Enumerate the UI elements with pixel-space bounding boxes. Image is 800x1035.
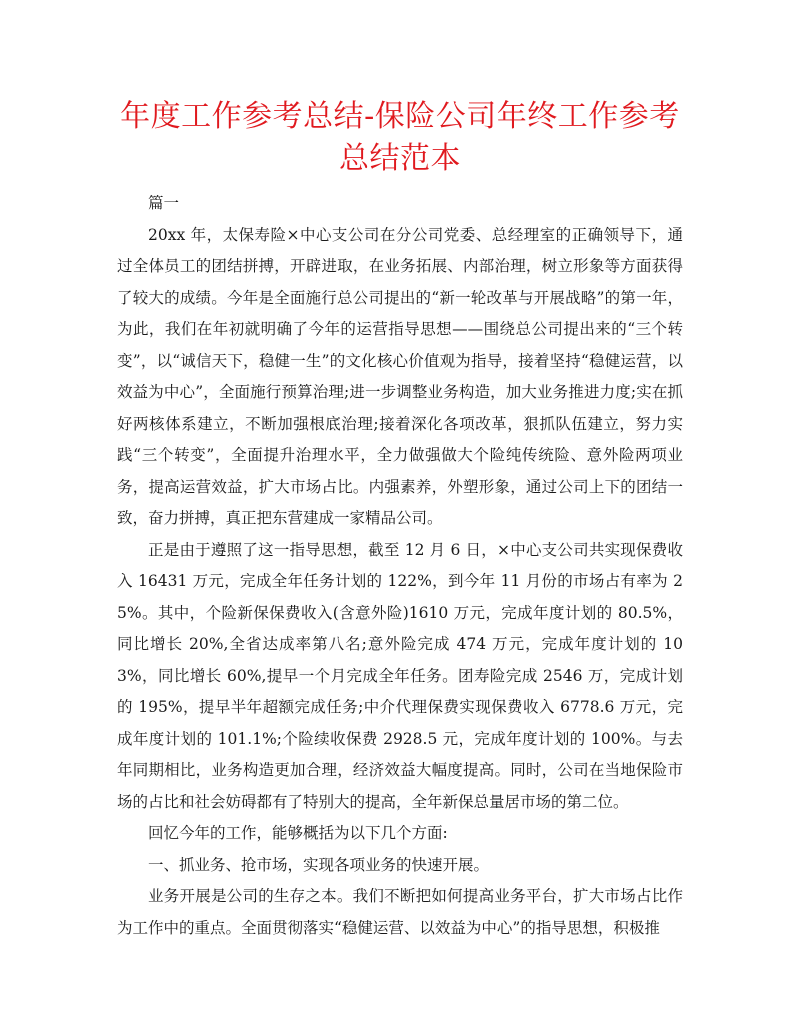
body-paragraph: 回忆今年的工作，能够概括为以下几个方面: <box>148 824 448 842</box>
body-paragraph: 正是由于遵照了这一指导思想，截至 12 月 6 日，×中心支公司共实现保费收入 16431 万元，完成全年任务计划的 122%，到今年 11 月份的市场占有率为 25%。其中，个险新保保费收入(含意外险)1610 万元，完成年度计划的 80.5%，同比增长 20%,全省达成率第八名;意外险完成 474 万元，完成年度计划的 103%，同比增长 60%,提早一个月完成全年任务。团寿险完成 2546 万，完成计划的 195%，提早半年超额完成任务;中介代理保费实现保费收入 6778.6 万元，完成年度计划的 101.1%;个险续收保费 2928.5 元，完成年度计划的 100%。与去年同期相比，业务构造更加合理，经济效益大幅度提高。同时，公司在当地保险市场的占比和社会妨碍都有了特别大的提高，全年新保总量居市场的第二位。 <box>117 540 683 811</box>
body-paragraph: 20xx 年，太保寿险×中心支公司在分公司党委、总经理室的正确领导下，通过全体员工的团结拼搏，开辟进取，在业务拓展、内部治理，树立形象等方面获得了较大的成绩。今年是全面施行总公司提出的“新一轮改革与开展战略”的第一年，为此，我们在年初就明确了今年的运营指导思想——围绕总公司提出来的“三个转变”，以“诚信天下，稳健一生”的文化核心价值观为指导，接着坚持“稳健运营，以效益为中心”，全面施行预算治理;进一步调整业务构造，加大业务推进力度;实在抓好两核体系建立，不断加强根底治理;接着深化各项改革，狠抓队伍建立，努力实践“三个转变”，全面提升治理水平，全力做强做大个险纯传统险、意外险两项业务，提高运营效益，扩大市场占比。内强素养，外塑形象，通过公司上下的团结一致，奋力拼搏，真正把东营建成一家精品公司。 <box>117 225 683 527</box>
document-body <box>117 188 683 944</box>
body-paragraph: 业务开展是公司的生存之本。我们不断把如何提高业务平台，扩大市场占比作为工作中的重点。全面贯彻落实“稳健运营、以效益为中心”的指导思想，积极推 <box>117 887 683 937</box>
section-label: 篇一 <box>148 194 180 212</box>
document-title: 年度工作参考总结-保险公司年终工作参考总结范本 <box>120 99 680 176</box>
section-heading: 一、抓业务、抢市场，实现各项业务的快速开展。 <box>148 855 490 874</box>
